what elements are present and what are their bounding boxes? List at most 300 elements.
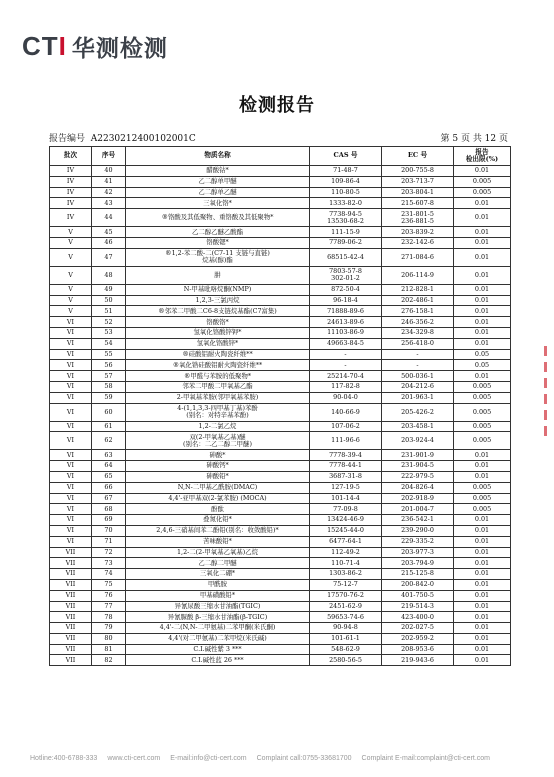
substance-name-cell: 1,2-二(2-甲氧基乙氧基)乙烷 <box>126 547 310 558</box>
seq-cell: 50 <box>92 295 126 306</box>
seq-cell: 67 <box>92 493 126 504</box>
table-row <box>50 187 511 198</box>
limit-cell: 0.01 <box>454 461 511 472</box>
table-row <box>50 381 511 392</box>
seq-cell: 52 <box>92 317 126 328</box>
table-row <box>50 515 511 526</box>
seq-cell: 75 <box>92 579 126 590</box>
cas-cell: 6477-64-1 <box>310 536 382 547</box>
substance-name-cell: ®硅酸铝耐火陶瓷纤维** <box>126 349 310 360</box>
ec-cell: 246-356-2 <box>382 317 454 328</box>
ec-cell: 203-839-2 <box>382 227 454 238</box>
cas-cell: 3687-31-8 <box>310 471 382 482</box>
ec-cell: 202-918-9 <box>382 493 454 504</box>
seq-cell: 74 <box>92 569 126 580</box>
cas-cell: 49663-84-5 <box>310 338 382 349</box>
limit-cell: 0.01 <box>454 338 511 349</box>
seal-stamp-edge <box>540 340 550 460</box>
seq-cell: 48 <box>92 266 126 284</box>
batch-cell: IV <box>50 187 92 198</box>
ec-cell: 203-458-1 <box>382 421 454 432</box>
substance-name-cell: C.I.碱性蓝 26 *** <box>126 655 310 666</box>
limit-cell: 0.01 <box>454 644 511 655</box>
substance-name-cell: 异氰尿酸三缩水甘油酯(TGIC) <box>126 601 310 612</box>
seq-cell: 53 <box>92 327 126 338</box>
ec-cell: 256-418-0 <box>382 338 454 349</box>
footer-complaint-call: Complaint call:0755-33681700 <box>256 755 352 762</box>
table-row <box>50 248 511 266</box>
seq-cell: 55 <box>92 349 126 360</box>
seq-cell: 61 <box>92 421 126 432</box>
table-row <box>50 623 511 634</box>
ec-cell: 219-514-3 <box>382 601 454 612</box>
batch-cell: VI <box>50 515 92 526</box>
col-seq: 序号 <box>92 147 126 166</box>
table-row <box>50 432 511 450</box>
limit-cell: 0.005 <box>454 482 511 493</box>
seq-cell: 57 <box>92 371 126 382</box>
substance-name-cell: ®1,2-苯二酸-二(C7-11 支链与直链) 烷基(醇)酯 <box>126 248 310 266</box>
table-row <box>50 569 511 580</box>
cas-cell: 1303-86-2 <box>310 569 382 580</box>
substance-name-cell: 4,4'(对二甲氨基)二苯甲烷(米氏碱) <box>126 633 310 644</box>
table-row <box>50 504 511 515</box>
limit-cell: 0.01 <box>454 515 511 526</box>
seq-cell: 72 <box>92 547 126 558</box>
footer-email: E-mail:info@cti-cert.com <box>170 755 247 762</box>
limit-cell: 0.01 <box>454 558 511 569</box>
substance-name-cell: 铬酸锶* <box>126 237 310 248</box>
footer-website: www.cti-cert.com <box>107 755 161 762</box>
table-row <box>50 536 511 547</box>
substance-name-cell: 砷酸* <box>126 450 310 461</box>
seq-cell: 40 <box>92 166 126 177</box>
ec-cell: 234-329-8 <box>382 327 454 338</box>
limit-cell: 0.01 <box>454 590 511 601</box>
batch-cell: VI <box>50 525 92 536</box>
ec-cell: 203-794-9 <box>382 558 454 569</box>
ec-cell: 231-901-9 <box>382 450 454 461</box>
substance-name-cell: 乙二醇单乙醚 <box>126 187 310 198</box>
substance-name-cell: 双(2-甲氧基乙基)醚 (别名：二乙二醇二甲醚) <box>126 432 310 450</box>
batch-cell: VI <box>50 327 92 338</box>
ec-cell: 219-943-6 <box>382 655 454 666</box>
cas-cell: 109-86-4 <box>310 176 382 187</box>
seq-cell: 58 <box>92 381 126 392</box>
limit-cell: 0.005 <box>454 493 511 504</box>
cas-cell: 101-61-1 <box>310 633 382 644</box>
table-row <box>50 327 511 338</box>
table-row <box>50 547 511 558</box>
limit-cell: 0.005 <box>454 403 511 421</box>
limit-cell: 0.01 <box>454 471 511 482</box>
substance-name-cell: 4,4'-亚甲基双(2-氯苯胺) (MOCA) <box>126 493 310 504</box>
substance-name-cell: C.I.碱性紫 3 *** <box>126 644 310 655</box>
limit-cell: 0.01 <box>454 525 511 536</box>
seq-cell: 59 <box>92 392 126 403</box>
limit-cell: 0.01 <box>454 623 511 634</box>
ec-cell: 500-036-1 <box>382 371 454 382</box>
report-title: 检测报告 <box>239 95 315 116</box>
limit-cell: 0.01 <box>454 306 511 317</box>
batch-cell: V <box>50 227 92 238</box>
limit-cell: 0.01 <box>454 295 511 306</box>
seq-cell: 54 <box>92 338 126 349</box>
table-row <box>50 471 511 482</box>
table-row <box>50 237 511 248</box>
cas-cell: 101-14-4 <box>310 493 382 504</box>
batch-cell: VI <box>50 338 92 349</box>
table-row <box>50 579 511 590</box>
batch-cell: VII <box>50 633 92 644</box>
seq-cell: 46 <box>92 237 126 248</box>
col-limit: 报告 检出限(%) <box>454 147 511 166</box>
table-row <box>50 525 511 536</box>
table-row <box>50 644 511 655</box>
substance-name-cell: 酚酞 <box>126 504 310 515</box>
cas-cell: 17570-76-2 <box>310 590 382 601</box>
cas-cell: 110-71-4 <box>310 558 382 569</box>
ec-cell: 236-542-1 <box>382 515 454 526</box>
substance-name-cell: 甲基磺酸铅* <box>126 590 310 601</box>
report-number: 报告编号 A2230212400102001C <box>49 134 196 144</box>
ec-cell: 200-755-8 <box>382 166 454 177</box>
limit-cell: 0.01 <box>454 327 511 338</box>
seq-cell: 66 <box>92 482 126 493</box>
ec-cell: 222-979-5 <box>382 471 454 482</box>
col-ec: EC 号 <box>382 147 454 166</box>
cas-cell: 24613-89-6 <box>310 317 382 328</box>
table-row <box>50 371 511 382</box>
limit-cell: 0.01 <box>454 237 511 248</box>
cas-cell: 110-80-5 <box>310 187 382 198</box>
table-header-row <box>50 147 511 166</box>
limit-cell: 0.01 <box>454 547 511 558</box>
substance-name-cell: 4,4'-二(N,N-二甲氨基)二苯甲酮(米氏酮) <box>126 623 310 634</box>
cas-cell: 127-19-5 <box>310 482 382 493</box>
substance-name-cell: 2-甲氧基苯胺(邻甲氧基苯胺) <box>126 392 310 403</box>
substance-name-cell: 邻苯二甲酸二甲氧基乙酯 <box>126 381 310 392</box>
ec-cell: 202-027-5 <box>382 623 454 634</box>
cas-cell: 71888-89-6 <box>310 306 382 317</box>
substance-name-cell: 1,2,3-三氯丙烷 <box>126 295 310 306</box>
table-row <box>50 176 511 187</box>
batch-cell: V <box>50 284 92 295</box>
limit-cell: 0.005 <box>454 176 511 187</box>
cas-cell: 13424-46-9 <box>310 515 382 526</box>
limit-cell: 0.01 <box>454 198 511 209</box>
substance-name-cell: 异氰脲酸 β-三缩水甘油酯(β-TGIC) <box>126 612 310 623</box>
table-row <box>50 421 511 432</box>
ec-cell: 203-924-4 <box>382 432 454 450</box>
seq-cell: 81 <box>92 644 126 655</box>
limit-cell: 0.01 <box>454 317 511 328</box>
cas-cell: 71-48-7 <box>310 166 382 177</box>
limit-cell: 0.005 <box>454 421 511 432</box>
limit-cell: 0.01 <box>454 227 511 238</box>
table-row <box>50 612 511 623</box>
table-row <box>50 284 511 295</box>
table-row <box>50 403 511 421</box>
substance-name-cell: 1,2-二氯乙烷 <box>126 421 310 432</box>
table-row <box>50 590 511 601</box>
cas-cell: 7778-39-4 <box>310 450 382 461</box>
table-row <box>50 360 511 371</box>
footer-hotline: Hotline:400-6788-333 <box>30 755 98 762</box>
cas-cell: 117-82-8 <box>310 381 382 392</box>
seq-cell: 80 <box>92 633 126 644</box>
company-logo <box>22 30 168 63</box>
batch-cell: VI <box>50 371 92 382</box>
cas-cell: 7803-57-8 302-01-2 <box>310 266 382 284</box>
limit-cell: 0.01 <box>454 633 511 644</box>
seq-cell: 63 <box>92 450 126 461</box>
limit-cell: 0.01 <box>454 371 511 382</box>
limit-cell: 0.01 <box>454 579 511 590</box>
ec-cell: 202-486-1 <box>382 295 454 306</box>
seq-cell: 41 <box>92 176 126 187</box>
limit-cell: 0.01 <box>454 655 511 666</box>
batch-cell: VII <box>50 579 92 590</box>
batch-cell: IV <box>50 198 92 209</box>
table-row <box>50 633 511 644</box>
cas-cell: 1333-82-0 <box>310 198 382 209</box>
seq-cell: 49 <box>92 284 126 295</box>
ec-cell: 212-828-1 <box>382 284 454 295</box>
ec-cell: 215-607-8 <box>382 198 454 209</box>
substance-name-cell: 叠氮化铅* <box>126 515 310 526</box>
substance-table <box>49 146 511 666</box>
ec-cell: 271-084-6 <box>382 248 454 266</box>
limit-cell: 0.05 <box>454 349 511 360</box>
ec-cell: 204-212-6 <box>382 381 454 392</box>
cas-cell: 111-15-9 <box>310 227 382 238</box>
substance-name-cell: 2,4,6-三硝基间苯二酚铅(别名：收敛酸铅)* <box>126 525 310 536</box>
cas-cell: 872-50-4 <box>310 284 382 295</box>
table-row <box>50 227 511 238</box>
substance-name-cell: 乙二醇二甲醚 <box>126 558 310 569</box>
cas-cell: 2451-62-9 <box>310 601 382 612</box>
ec-cell: 276-158-1 <box>382 306 454 317</box>
batch-cell: VI <box>50 403 92 421</box>
substance-name-cell: 砷酸钙* <box>126 461 310 472</box>
batch-cell: VII <box>50 644 92 655</box>
cas-cell: 25214-70-4 <box>310 371 382 382</box>
seq-cell: 45 <box>92 227 126 238</box>
page-footer <box>30 755 490 762</box>
table-row <box>50 558 511 569</box>
table-row <box>50 266 511 284</box>
batch-cell: V <box>50 295 92 306</box>
table-row <box>50 349 511 360</box>
limit-cell: 0.005 <box>454 432 511 450</box>
cas-cell: 7738-94-5 13530-68-2 <box>310 209 382 227</box>
substance-name-cell: N,N-二甲基乙酰胺(DMAC) <box>126 482 310 493</box>
batch-cell: VI <box>50 381 92 392</box>
seq-cell: 68 <box>92 504 126 515</box>
col-substance: 物质名称 <box>126 147 310 166</box>
batch-cell: IV <box>50 166 92 177</box>
limit-cell: 0.01 <box>454 248 511 266</box>
cas-cell: 90-04-0 <box>310 392 382 403</box>
batch-cell: VI <box>50 493 92 504</box>
limit-cell: 0.005 <box>454 504 511 515</box>
limit-cell: 0.01 <box>454 601 511 612</box>
ec-cell: 203-977-3 <box>382 547 454 558</box>
table-row <box>50 482 511 493</box>
ec-cell: 205-426-2 <box>382 403 454 421</box>
seq-cell: 62 <box>92 432 126 450</box>
batch-cell: VII <box>50 558 92 569</box>
seq-cell: 43 <box>92 198 126 209</box>
substance-name-cell: 三氧化铬* <box>126 198 310 209</box>
limit-cell: 0.01 <box>454 266 511 284</box>
batch-cell: VII <box>50 590 92 601</box>
ec-cell: 232-142-6 <box>382 237 454 248</box>
table-row <box>50 295 511 306</box>
substance-name-cell: 氢氧化铬酸锌钾* <box>126 327 310 338</box>
seq-cell: 65 <box>92 471 126 482</box>
batch-cell: V <box>50 266 92 284</box>
limit-cell: 0.01 <box>454 450 511 461</box>
batch-cell: VII <box>50 612 92 623</box>
ec-cell: 239-290-0 <box>382 525 454 536</box>
cas-cell: 107-06-2 <box>310 421 382 432</box>
substance-name-cell: 氢氧化铬酸锌* <box>126 338 310 349</box>
table-row <box>50 306 511 317</box>
batch-cell: VI <box>50 421 92 432</box>
batch-cell: VI <box>50 360 92 371</box>
substance-name-cell: 乙二醇单甲醚 <box>126 176 310 187</box>
batch-cell: VII <box>50 547 92 558</box>
seq-cell: 70 <box>92 525 126 536</box>
batch-cell: V <box>50 306 92 317</box>
batch-cell: VII <box>50 623 92 634</box>
table-row <box>50 198 511 209</box>
batch-cell: VII <box>50 601 92 612</box>
substance-name-cell: 乙二醇乙醚乙酸酯 <box>126 227 310 238</box>
seq-cell: 42 <box>92 187 126 198</box>
ec-cell: - <box>382 349 454 360</box>
substance-name-cell: 肼 <box>126 266 310 284</box>
batch-cell: VI <box>50 536 92 547</box>
ec-cell: 231-801-5 236-881-5 <box>382 209 454 227</box>
batch-cell: VI <box>50 392 92 403</box>
ec-cell: 401-750-5 <box>382 590 454 601</box>
ec-cell: 203-713-7 <box>382 176 454 187</box>
substance-name-cell: ®氧化锆硅酸铝耐火陶瓷纤维** <box>126 360 310 371</box>
substance-name-cell: ®甲醛与苯胺的低聚物* <box>126 371 310 382</box>
limit-cell: 0.005 <box>454 392 511 403</box>
seq-cell: 64 <box>92 461 126 472</box>
cas-cell: 2580-56-5 <box>310 655 382 666</box>
col-cas: CAS 号 <box>310 147 382 166</box>
batch-cell: VI <box>50 471 92 482</box>
batch-cell: VII <box>50 655 92 666</box>
cas-cell: 7778-44-1 <box>310 461 382 472</box>
cas-cell: 15245-44-0 <box>310 525 382 536</box>
ec-cell: 201-004-7 <box>382 504 454 515</box>
table-row <box>50 338 511 349</box>
seq-cell: 56 <box>92 360 126 371</box>
batch-cell: V <box>50 237 92 248</box>
limit-cell: 0.005 <box>454 187 511 198</box>
ec-cell: 229-335-2 <box>382 536 454 547</box>
cas-cell: 90-94-8 <box>310 623 382 634</box>
seq-cell: 71 <box>92 536 126 547</box>
batch-cell: VI <box>50 432 92 450</box>
substance-name-cell: 甲酰胺 <box>126 579 310 590</box>
seq-cell: 69 <box>92 515 126 526</box>
table-row <box>50 317 511 328</box>
substance-name-cell: ®邻苯二甲酸二C6-8支链烷基酯(C7富集) <box>126 306 310 317</box>
cas-cell: 59653-74-6 <box>310 612 382 623</box>
report-number-value: A2230212400102001C <box>90 134 196 144</box>
batch-cell: IV <box>50 176 92 187</box>
batch-cell: VI <box>50 461 92 472</box>
ec-cell: 202-959-2 <box>382 633 454 644</box>
table-row <box>50 209 511 227</box>
substance-name-cell: 三氧化二硼* <box>126 569 310 580</box>
ec-cell: 423-400-0 <box>382 612 454 623</box>
substance-name-cell: 砷酸铅* <box>126 471 310 482</box>
batch-cell: VI <box>50 482 92 493</box>
batch-cell: V <box>50 248 92 266</box>
table-row <box>50 450 511 461</box>
cas-cell: 111-96-6 <box>310 432 382 450</box>
col-batch: 批次 <box>50 147 92 166</box>
cas-cell: 548-62-9 <box>310 644 382 655</box>
table-row <box>50 392 511 403</box>
batch-cell: VI <box>50 349 92 360</box>
ec-cell: - <box>382 360 454 371</box>
cas-cell: 11103-86-9 <box>310 327 382 338</box>
limit-cell: 0.05 <box>454 360 511 371</box>
cas-cell: 7789-06-2 <box>310 237 382 248</box>
logo-mark: CTI <box>22 31 67 61</box>
table-row <box>50 655 511 666</box>
ec-cell: 203-804-1 <box>382 187 454 198</box>
ec-cell: 200-842-0 <box>382 579 454 590</box>
logo-company-name: 华测检测 <box>71 36 168 62</box>
ec-cell: 206-114-9 <box>382 266 454 284</box>
seq-cell: 60 <box>92 403 126 421</box>
seq-cell: 77 <box>92 601 126 612</box>
seq-cell: 76 <box>92 590 126 601</box>
substance-name-cell: 4-(1,1,3,3-四甲基丁基)苯酚 (别名：对特辛基苯酚) <box>126 403 310 421</box>
batch-cell: IV <box>50 209 92 227</box>
batch-cell: VII <box>50 569 92 580</box>
substance-name-cell: 苦味酸铅* <box>126 536 310 547</box>
cas-cell: 68515-42-4 <box>310 248 382 266</box>
table-row <box>50 166 511 177</box>
batch-cell: VI <box>50 504 92 515</box>
table-row <box>50 461 511 472</box>
seq-cell: 44 <box>92 209 126 227</box>
cas-cell: 96-18-4 <box>310 295 382 306</box>
limit-cell: 0.01 <box>454 569 511 580</box>
ec-cell: 215-125-8 <box>382 569 454 580</box>
substance-name-cell: 醋酸钴* <box>126 166 310 177</box>
substance-name-cell: ®铬酸及其低聚物、重铬酸及其低聚物* <box>126 209 310 227</box>
page-info: 第 5 页 共 12 页 <box>440 134 508 144</box>
limit-cell: 0.005 <box>454 381 511 392</box>
limit-cell: 0.01 <box>454 284 511 295</box>
seq-cell: 73 <box>92 558 126 569</box>
seq-cell: 82 <box>92 655 126 666</box>
ec-cell: 208-953-6 <box>382 644 454 655</box>
batch-cell: VI <box>50 450 92 461</box>
